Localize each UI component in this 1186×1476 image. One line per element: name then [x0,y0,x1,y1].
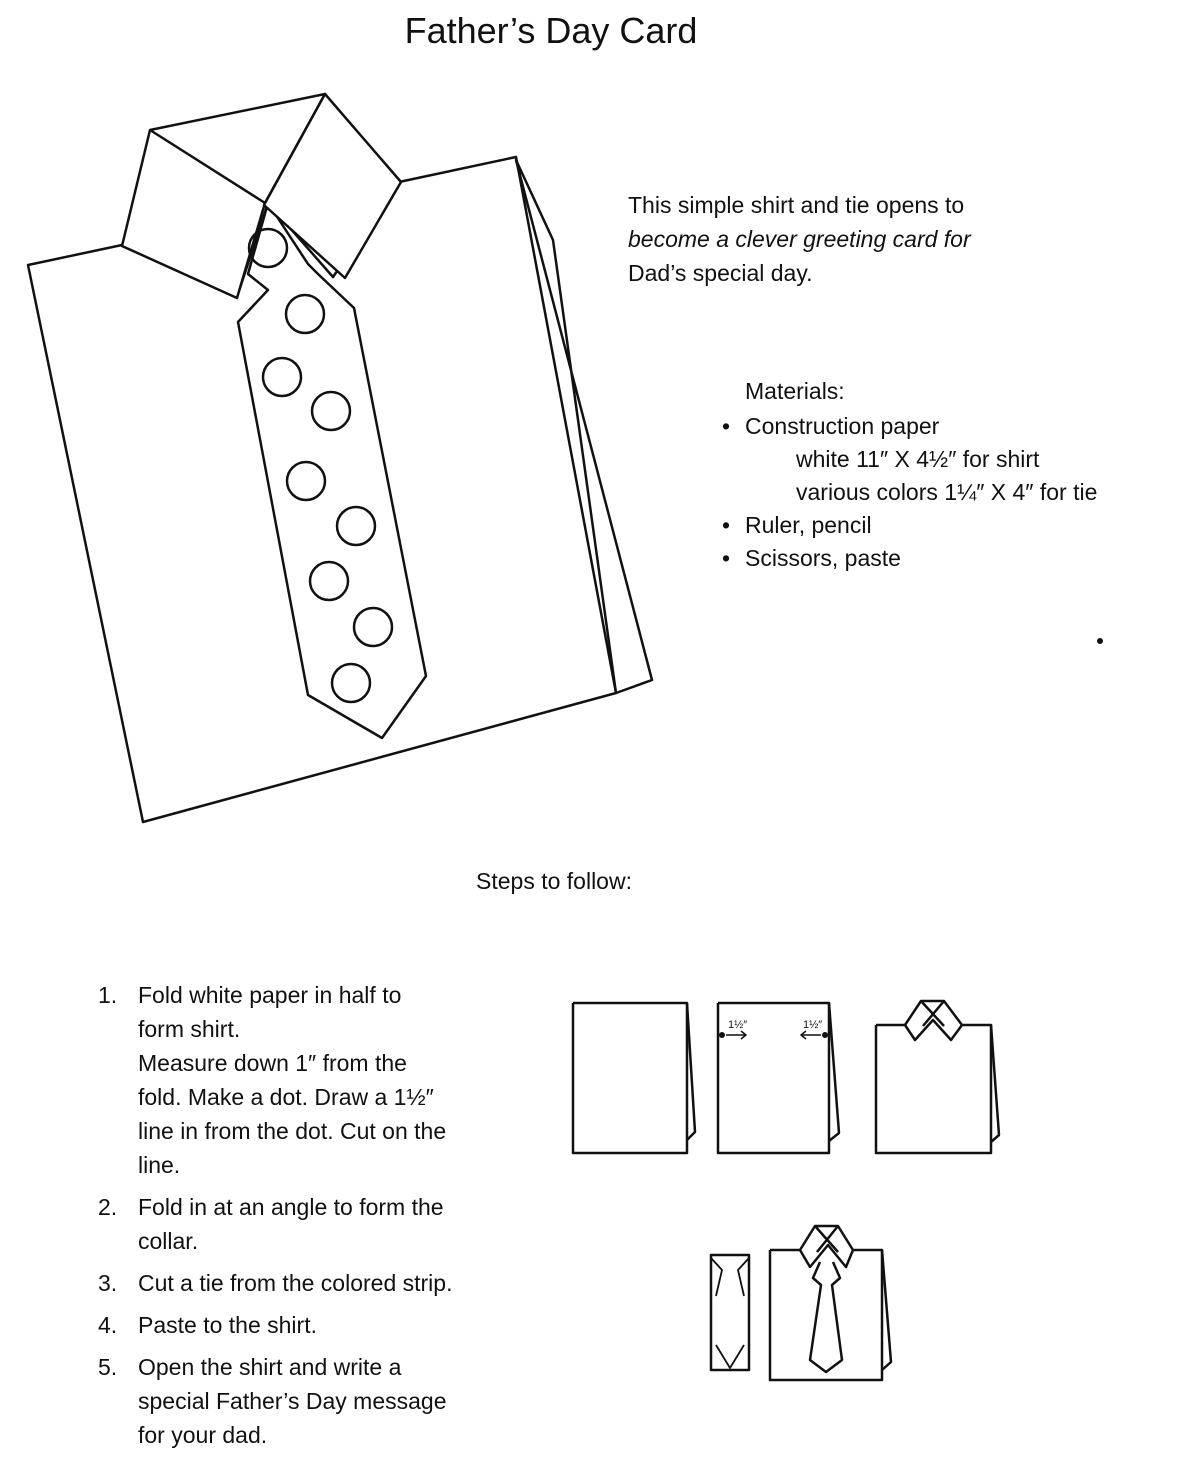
step-diagram-tie-strip [711,1255,749,1370]
materials-item: • Ruler, pencil [722,512,872,538]
intro-line: This simple shirt and tie opens to [628,192,965,218]
step-item: 1. Fold white paper in half to form shirt. Measure down 1″ from the fold. Make a dot. Draw a 1½″ line in from the dot. Cut on the line. [98,982,447,1178]
intro-line: become a clever greeting card for [628,226,971,252]
materials-subitem: white 11″ X 4½″ for shirt [796,446,1040,472]
measure-label-left: 1½″ [728,1019,748,1031]
page-title: Father’s Day Card [404,10,698,51]
step-item: 5. Open the shirt and write a special Father’s Day message for your dad. [98,1354,447,1448]
tie [238,203,426,738]
materials-item: • Scissors, paste [722,545,901,571]
intro-line: Dad’s special day. [628,260,813,286]
materials-heading: Materials: [745,378,845,404]
materials-list [722,410,1097,575]
step-diagram-fold [573,1003,695,1153]
step-diagram-finished-shirt [770,1226,891,1380]
steps-heading: Steps to follow: [476,868,632,894]
materials-subitem: various colors 1¼″ X 4″ for tie [796,479,1098,505]
step-item: 4. Paste to the shirt. [98,1312,317,1338]
steps-list [98,978,452,1460]
materials-item: • Construction paper [722,413,940,439]
measure-label-right: 1½″ [803,1019,823,1031]
intro-text [628,188,971,290]
step-item: 3. Cut a tie from the colored strip. [98,1270,453,1296]
step-diagram-measure [718,1003,839,1153]
step-item: 2. Fold in at an angle to form the collar. [98,1194,444,1254]
step-diagram-collar [876,1001,999,1153]
